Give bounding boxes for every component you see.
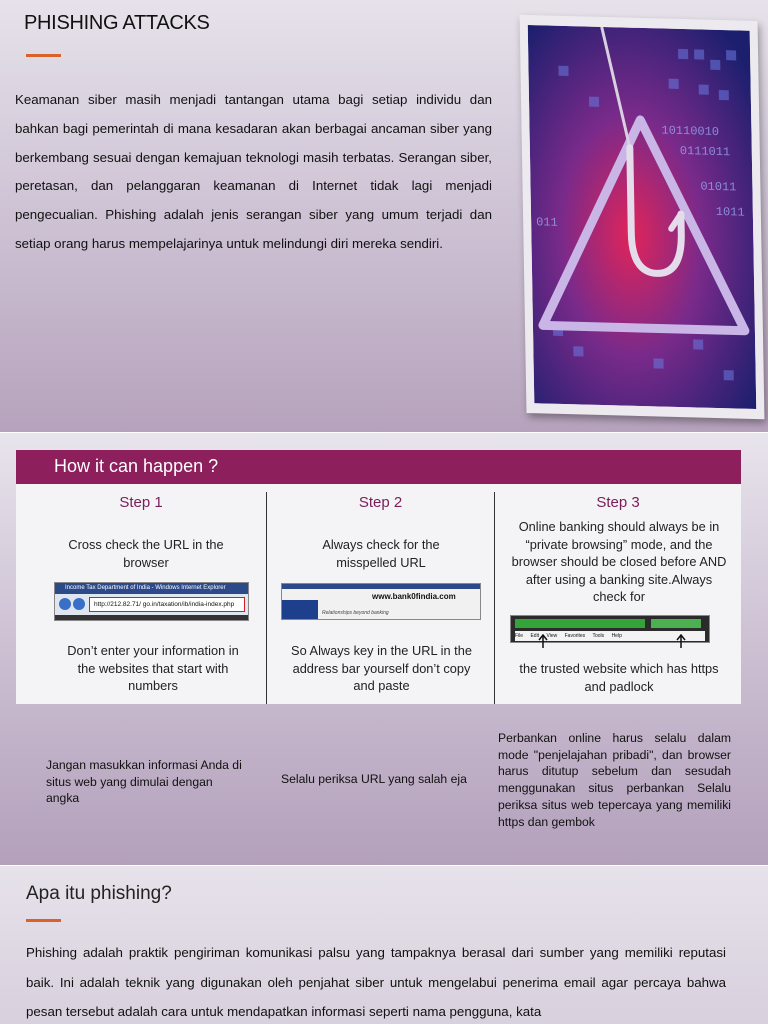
screenshot-strip [55, 615, 248, 620]
menu-edit: Edit [530, 633, 540, 639]
forward-icon [73, 598, 85, 610]
menu-tools: Tools [592, 633, 605, 639]
slide-phishing-attacks [0, 0, 768, 432]
how-header [16, 450, 741, 484]
svg-text:01011: 01011 [700, 179, 737, 195]
svg-text:10110010: 10110010 [661, 123, 720, 140]
phishing-image-frame [520, 15, 765, 419]
bank-logo [282, 600, 318, 619]
step-1-column [16, 484, 266, 704]
svg-text:0111011: 0111011 [679, 143, 731, 160]
menu-file: File [515, 633, 524, 639]
title-underline [26, 919, 61, 922]
padlock-area [651, 619, 701, 628]
step-2-browser-screenshot [281, 583, 481, 620]
step-1-top-text: Cross check the URL in the browser [68, 537, 224, 570]
svg-text:1011: 1011 [715, 204, 745, 220]
screenshot-titlebar [282, 584, 480, 589]
note-step-2: Selalu periksa URL yang salah eja [281, 772, 467, 786]
slide-how-it-can-happen [0, 433, 768, 865]
menu-favorites: Favorites [564, 633, 586, 639]
steps-table [16, 484, 741, 704]
step-3-column [495, 484, 741, 704]
arrow-icon [535, 634, 695, 648]
screenshot-title: Income Tax Department of India - Windows Internet Explorer [55, 583, 248, 594]
step-2-title: Step 2 [358, 494, 403, 511]
how-title: How it can happen ? [54, 456, 219, 476]
step-1-bottom-text: Don’t enter your information in the websites that start with numbers [67, 643, 239, 693]
title-underline [26, 54, 61, 57]
svg-text:011: 011 [536, 215, 558, 230]
section-title: Apa itu phishing? [26, 883, 172, 904]
bank-tagline: Relationships beyond banking [322, 610, 389, 616]
note-step-1: Jangan masukkan informasi Anda di situs web yang dimulai dengan angka [46, 758, 242, 806]
address-bar: http://212.82.71/ go.in/taxation/ib/india-index.php [89, 597, 245, 612]
step-3-title: Step 3 [596, 494, 640, 511]
menu-view: View [546, 633, 558, 639]
step-2-top-text: Always check for the misspelled URL [322, 537, 440, 570]
step-3-top-text: Online banking should always be in “private browsing” mode, and the browser should be closed before AND after using a banking site.Always check for [511, 519, 727, 604]
page-title: PHISHING ATTACKS [24, 12, 210, 34]
phishing-hook-warning-illustration [528, 25, 757, 409]
step-2-bottom-text: So Always key in the URL in the address bar yourself don’t copy and paste [291, 643, 472, 693]
intro-paragraph: Keamanan siber masih menjadi tantangan utama bagi setiap individu dan bahkan bagi pemerintah di mana kesadaran akan berbagai ancaman siber yang berkembang sesuai dengan kemajuan teknologi masih terbatas. Serangan siber, peretasan, dan pelanggaran keamanan di Internet tidak lagi menjadi pengecualian. Phishing adalah jenis serangan siber yang umum terjadi dan setiap orang harus mempelajarinya untuk melindungi diri mereka sendiri. [15, 92, 492, 251]
misspelled-url: www.bank0findia.com [372, 592, 456, 601]
step-2-column [267, 484, 494, 704]
https-address-bar [515, 619, 645, 628]
step-1-browser-screenshot [54, 582, 249, 621]
step-1-title: Step 1 [119, 494, 163, 511]
back-icon [59, 598, 71, 610]
menu-help: Help [611, 633, 622, 639]
step-3-bottom-text: the trusted website which has https and padlock [519, 661, 719, 694]
slide-what-is-phishing [0, 866, 768, 1024]
note-step-3: Perbankan online harus selalu dalam mode "penjelajahan pribadi", dan browser harus ditutup sebelum dan sesudah menggunakan situs perbankan Selalu periksa situs web tepercaya yang memiliki https dan gembok [498, 731, 731, 829]
phishing-definition-paragraph: Phishing adalah praktik pengiriman komunikasi palsu yang tampaknya berasal dari sumber yang memiliki reputasi baik. Ini adalah teknik yang digunakan oleh penjahat siber untuk mengelabui penerima email agar percaya bahwa pesan tersebut adalah cara untuk mendapatkan informasi seperti nama pengguna, kata [26, 945, 726, 1019]
